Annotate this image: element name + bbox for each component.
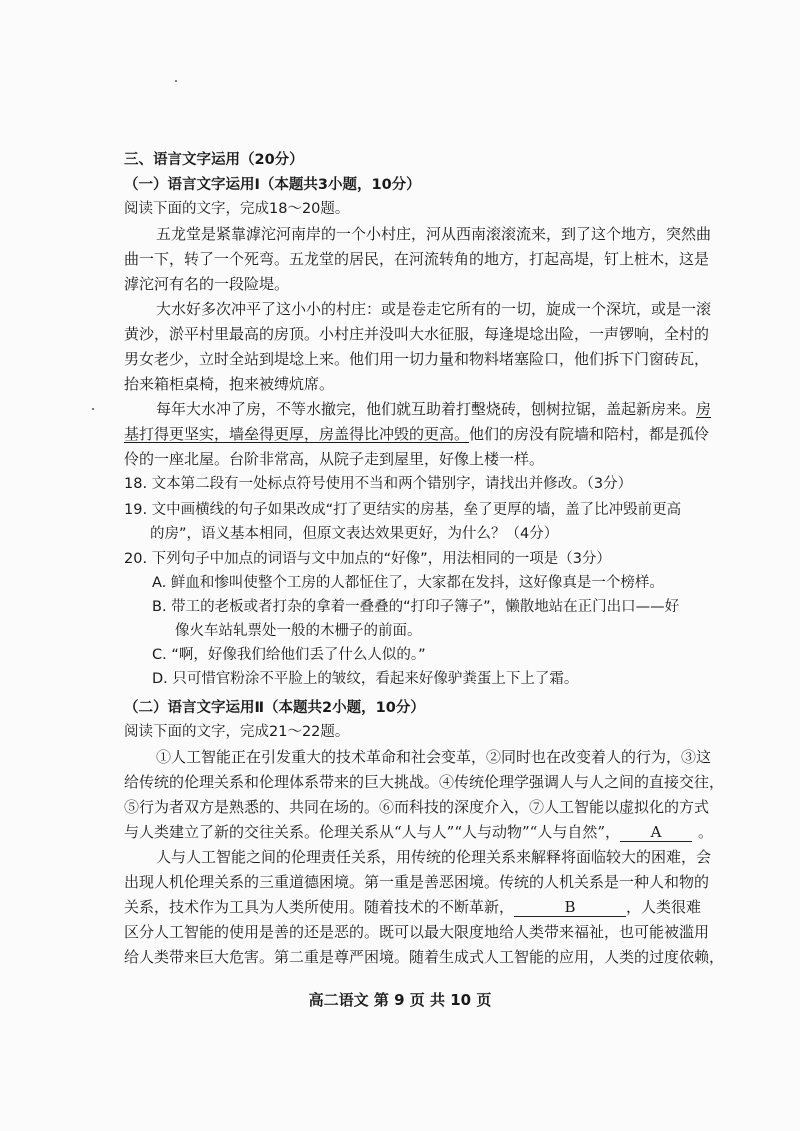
passage2-para1-line: 给传统的伦理关系和伦理体系带来的巨大挑战。④传统伦理学强调人与人之间的直接交往， (124, 773, 725, 791)
passage2-para1-line (124, 822, 713, 842)
option-c: C. “啊，好像我们给他们丢了什么人似的。” (152, 647, 426, 663)
option-b-cont: 像火车站轧票处一般的木栅子的前面。 (175, 623, 422, 639)
question-18: 18. 文本第二段有一处标点符号使用不当和两个错别字，请找出并修改。（3分） (124, 476, 633, 492)
passage2-para2-line: 给人类带来巨大危害。第二重是尊严困境。随着生成式人工智能的应用，人类的过度依赖， (124, 948, 725, 966)
passage1-para2-line: 男女老少，立时全站到堤埝上来。他们用一切力量和物料堵塞险口，他们拆下门窗砖瓦， (124, 350, 710, 368)
part2-instruction: 阅读下面的文字，完成21～22题。 (124, 724, 350, 740)
page-footer: 高二语文 第 9 页 共 10 页 (308, 991, 492, 1009)
passage1-para3-line (124, 424, 709, 444)
question-20: 20. 下列句子中加点的词语与文中加点的“好像”，用法相同的一项是（3分） (124, 551, 611, 567)
passage1-para2-line: 黄沙，淤平村里最高的房顶。小村庄并没叫大水征服，每逢堤埝出险，一声锣响，全村的 (124, 325, 710, 343)
passage1-para1-line: 曲一下，转了一个死弯。五龙堂的居民，在河流转角的地方，打起高堤，钉上桩木，这是 (124, 250, 710, 268)
underlined-sentence: 房 (696, 400, 712, 418)
option-b: B. 带工的老板或者打杂的拿着一叠叠的“打印子簿子”，懒散地站在正门出口——好 (152, 599, 680, 615)
passage2-para1-line: ①人工智能正在引发重大的技术革命和社会变革，②同时也在改变着人的行为，③这 (156, 748, 712, 766)
passage2-para2-line: 人与人工智能之间的伦理责任关系，用传统的伦理关系来解释将面临较大的困难，会 (156, 848, 712, 866)
passage1-para1-line: 五龙堂是紧靠滹沱河南岸的一个小村庄，河从西南滚滚流来，到了这个地方，突然曲 (156, 225, 712, 243)
blank-b: B (514, 899, 626, 917)
passage1-para2-line: 抬来箱柜桌椅，抱来被缚炕席。 (124, 375, 335, 393)
question-19: 19. 文中画横线的句子如果改成“打了更结实的房基，垒了更厚的墙，盖了比冲毁前更高 (124, 502, 682, 518)
passage1-para2-line: 大水好多次冲平了这小小的村庄：或是卷走它所有的一切，旋成一个深坑，或是一滚 (156, 300, 712, 318)
part1-title: （一）语言文字运用Ⅰ（本题共3小题，10分） (124, 177, 421, 193)
passage1-para1-line: 滹沱河有名的一段险堤。 (124, 275, 290, 293)
plain-text: ，人类很难 (626, 898, 702, 916)
part2-title: （二）语言文字运用Ⅱ（本题共2小题，10分） (124, 700, 425, 716)
plain-text: 。 (698, 823, 714, 841)
part1-instruction: 阅读下面的文字，完成18～20题。 (124, 201, 350, 217)
passage2-para1-line: ⑤行为者双方是熟悉的、共同在场的。⑥而科技的深度介入，⑦人工智能以虚拟化的方式 (124, 798, 710, 816)
scan-speck (92, 408, 94, 410)
question-19-cont: 的房”，语义基本相同，但原文表达效果更好，为什么？（4分） (150, 526, 559, 542)
plain-text: 每年大水冲了房，不等水撤完，他们就互助着打墼烧砖，刨树拉锯，盖起新房来。 (156, 400, 697, 418)
passage1-para3-line: 伶的一座北屋。台阶非常高，从院子走到屋里，好像上楼一样。 (124, 450, 545, 468)
plain-text: 与人类建立了新的交往关系。伦理关系从“人与人”“人与动物”“人与自然”， (124, 823, 621, 841)
section-title: 三、语言文字运用（20分） (124, 152, 304, 168)
blank-a: A (620, 824, 692, 842)
passage2-para2-line: 出现人机伦理关系的三重道德困境。第一重是善恶困境。传统的人机关系是一种人和物的 (124, 873, 710, 891)
option-a: A. 鲜血和惨叫使整个工房的人都怔住了，大家都在发抖，这好像真是一个榜样。 (152, 575, 664, 591)
plain-text: 关系，技术作为工具为人类所使用。随着技术的不断革新， (124, 898, 515, 916)
option-d: D. 只可惜官粉涂不平脸上的皱纹，看起来好像驴粪蛋上下上了霜。 (152, 671, 579, 687)
underlined-sentence: 基打得更坚实，墙垒得更厚，房盖得比冲毁的更高。 (124, 425, 470, 443)
passage2-para2-line: 区分人工智能的使用是善的还是恶的。既可以最大限度地给人类带来福祉，也可能被滥用 (124, 923, 710, 941)
passage1-para3-line (156, 399, 711, 419)
passage2-para2-line (124, 897, 701, 917)
plain-text: 他们的房没有院墙和陪村，都是孤伶 (469, 425, 710, 443)
scan-speck (175, 80, 177, 82)
